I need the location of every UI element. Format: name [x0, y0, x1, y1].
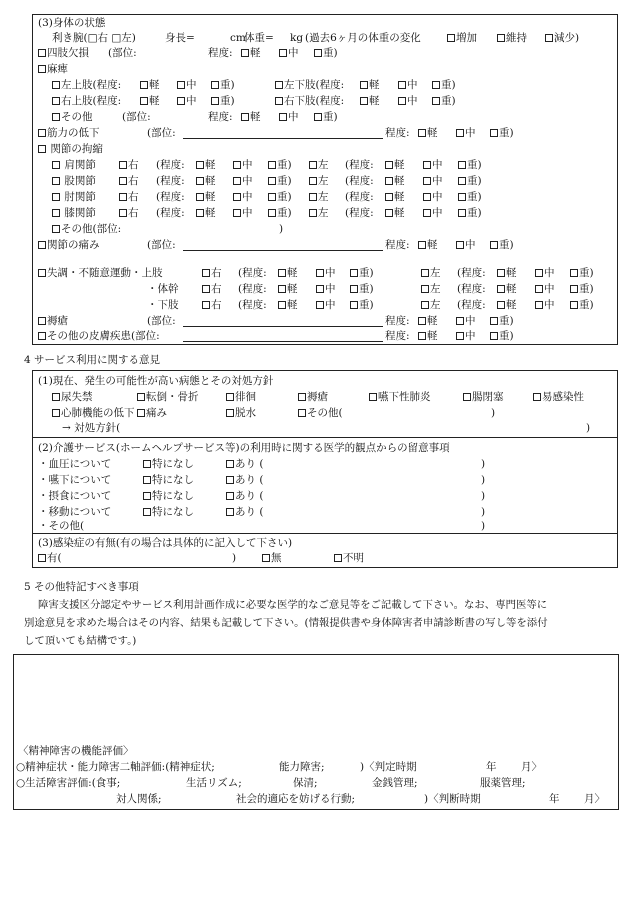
- ax-t-l-mid[interactable]: 中: [535, 282, 555, 296]
- bp-yes[interactable]: あり (: [226, 457, 263, 471]
- kn-r-mid[interactable]: 中: [233, 206, 253, 220]
- el-r-sev[interactable]: 重): [268, 190, 292, 204]
- policy-close: ): [586, 422, 591, 434]
- ax-t-r-mid[interactable]: 中: [316, 282, 336, 296]
- ax-t-r-mild[interactable]: 軽: [278, 282, 298, 296]
- jp-sev[interactable]: 重): [490, 238, 514, 252]
- muscle-sev[interactable]: 重): [490, 126, 514, 140]
- lul-mild[interactable]: 軽: [140, 78, 160, 92]
- shoulder-checkbox[interactable]: 肩関節: [52, 158, 96, 172]
- paralysis-other-degree: 程度:: [208, 111, 233, 123]
- limb-loss-sev[interactable]: 重): [314, 46, 338, 60]
- jp-mid[interactable]: 中: [456, 238, 476, 252]
- move-label: ・移動について: [38, 506, 112, 518]
- hip-l-mid[interactable]: 中: [423, 174, 443, 188]
- eval-judge-time-2: )〈判断時期: [424, 793, 481, 805]
- contracture-other-close: ): [279, 223, 284, 235]
- paralysis-other[interactable]: その他: [52, 110, 93, 124]
- muscle-site: (部位:: [147, 127, 176, 139]
- move-yes[interactable]: あり (: [226, 505, 263, 519]
- intake-label: ・摂食について: [38, 490, 112, 502]
- po-mild[interactable]: 軽: [241, 110, 261, 124]
- ax-l-l-mid[interactable]: 中: [535, 298, 555, 312]
- shoulder-left[interactable]: 左: [309, 158, 329, 172]
- lll-sev[interactable]: 重): [432, 78, 456, 92]
- bp-none[interactable]: 特になし: [143, 457, 194, 471]
- eval-medication: 服薬管理;: [480, 777, 526, 789]
- handedness[interactable]: 利き腕(□右 □左): [52, 32, 136, 44]
- knee-checkbox[interactable]: 膝関節: [52, 206, 96, 220]
- skin-degree: 程度:: [385, 330, 410, 342]
- section5-para2: 別途意見を求めた場合はその内容、結果も記載して下さい。(情報提供書や身体障害者申請診断書の写し等を添付: [24, 617, 548, 629]
- knee-left[interactable]: 左: [309, 206, 329, 220]
- joint-pain-degree: 程度:: [385, 239, 410, 251]
- bedsore-checkbox[interactable]: 褥瘡: [38, 314, 68, 328]
- ax-l-right-degree: (程度:: [238, 299, 267, 311]
- hip-r-mild[interactable]: 軽: [196, 174, 216, 188]
- bedsore-site: (部位:: [147, 315, 176, 327]
- ax-l-r-sev[interactable]: 重): [350, 298, 374, 312]
- sk-sev[interactable]: 重): [490, 329, 514, 343]
- kn-l-mild[interactable]: 軽: [385, 206, 405, 220]
- el-l-mid[interactable]: 中: [423, 190, 443, 204]
- hip-left[interactable]: 左: [309, 174, 329, 188]
- ataxia-lower: ・下肢: [147, 299, 179, 311]
- intake-none[interactable]: 特になし: [143, 489, 194, 503]
- swallow-label: ・嚥下について: [38, 474, 112, 486]
- kn-l-mid[interactable]: 中: [423, 206, 443, 220]
- knee-right-degree: (程度:: [156, 207, 185, 219]
- infection-unknown[interactable]: 不明: [334, 551, 364, 565]
- po-sev[interactable]: 重): [314, 110, 338, 124]
- p3-title: (3)感染症の有無(有の場合は具体的に記入して下さい): [38, 537, 293, 549]
- increase-checkbox[interactable]: 増加: [447, 31, 477, 45]
- move-none[interactable]: 特になし: [143, 505, 194, 519]
- eval-hygiene: 保清;: [293, 777, 318, 789]
- ax-u-right-degree: (程度:: [238, 267, 267, 279]
- sh-r-mild[interactable]: 軽: [196, 158, 216, 172]
- sh-r-sev[interactable]: 重): [268, 158, 292, 172]
- sh-l-sev[interactable]: 重): [458, 158, 482, 172]
- joint-pain-checkbox[interactable]: 関節の痛み: [38, 238, 100, 252]
- elbow-right[interactable]: 右: [119, 190, 139, 204]
- rul-mid[interactable]: 中: [177, 94, 197, 108]
- ax-u-r-mid[interactable]: 中: [316, 266, 336, 280]
- ax-l-right[interactable]: 右: [202, 298, 222, 312]
- right-upper-limb[interactable]: 右上肢(程度:: [52, 94, 121, 108]
- left-lower-limb[interactable]: 左下肢(程度:: [275, 78, 344, 92]
- left-upper-limb[interactable]: 左上肢(程度:: [52, 78, 121, 92]
- jp-mild[interactable]: 軽: [418, 238, 438, 252]
- shoulder-right[interactable]: 右: [119, 158, 139, 172]
- contracture-other[interactable]: その他(部位:: [52, 222, 121, 236]
- ax-l-l-sev[interactable]: 重): [570, 298, 594, 312]
- other-condition-close: ): [491, 407, 496, 419]
- ax-l-r-mild[interactable]: 軽: [278, 298, 298, 312]
- el-l-sev[interactable]: 重): [458, 190, 482, 204]
- eval-month-1: 月〉: [521, 761, 542, 773]
- dehydration-checkbox[interactable]: 脱水: [226, 406, 256, 420]
- sk-mild[interactable]: 軽: [418, 329, 438, 343]
- keep-checkbox[interactable]: 維持: [497, 31, 527, 45]
- eval-ability: 能力障害;: [279, 761, 325, 773]
- ileus-checkbox[interactable]: 腸閉塞: [463, 390, 504, 404]
- sh-l-mid[interactable]: 中: [423, 158, 443, 172]
- hip-l-sev[interactable]: 重): [458, 174, 482, 188]
- muscle-weakness-checkbox[interactable]: 筋力の低下: [38, 126, 100, 140]
- bs-mid[interactable]: 中: [456, 314, 476, 328]
- limb-loss-checkbox[interactable]: 四肢欠損: [38, 46, 89, 60]
- section5-para1: 障害支援区分認定やサービス利用計画作成に必要な医学的なご意見等をご記載して下さい。なお、専門医等に: [38, 599, 548, 611]
- section4-heading: 4 サービス利用に関する意見: [24, 354, 161, 366]
- infection-none[interactable]: 無: [262, 551, 282, 565]
- ax-t-right-degree: (程度:: [238, 283, 267, 295]
- p1-title: (1)現在、発生の可能性が高い病態とその対処方針: [38, 375, 274, 387]
- joint-pain-site-line[interactable]: [183, 250, 383, 251]
- skin-site-line[interactable]: [183, 341, 383, 342]
- hip-r-mid[interactable]: 中: [233, 174, 253, 188]
- ax-t-left[interactable]: 左: [421, 282, 441, 296]
- el-l-mild[interactable]: 軽: [385, 190, 405, 204]
- rul-sev[interactable]: 重): [211, 94, 235, 108]
- height-unit: cm: [230, 32, 246, 44]
- ax-u-l-mild[interactable]: 軽: [497, 266, 517, 280]
- kn-r-mild[interactable]: 軽: [196, 206, 216, 220]
- policy-label: → 対処方針(: [62, 422, 121, 434]
- weight-unit: kg: [290, 32, 304, 44]
- aspiration-pneumonia-checkbox[interactable]: 嚥下性肺炎: [369, 390, 431, 404]
- po-mid[interactable]: 中: [279, 110, 299, 124]
- bs-sev[interactable]: 重): [490, 314, 514, 328]
- hip-r-sev[interactable]: 重): [268, 174, 292, 188]
- elbow-right-degree: (程度:: [156, 191, 185, 203]
- ax-u-l-sev[interactable]: 重): [570, 266, 594, 280]
- muscle-mid[interactable]: 中: [456, 126, 476, 140]
- rll-sev[interactable]: 重): [432, 94, 456, 108]
- other-note-label: ・その他(: [38, 520, 85, 532]
- knee-left-degree: (程度:: [345, 207, 374, 219]
- bs-mild[interactable]: 軽: [418, 314, 438, 328]
- limb-loss-site: (部位:: [108, 47, 137, 59]
- hip-checkbox[interactable]: 股関節: [52, 174, 96, 188]
- lll-mild[interactable]: 軽: [360, 78, 380, 92]
- eval-relations: 対人関係;: [116, 793, 162, 805]
- eval-money: 金銭管理;: [372, 777, 418, 789]
- other-condition-checkbox[interactable]: その他(: [298, 406, 343, 420]
- ax-u-r-mild[interactable]: 軽: [278, 266, 298, 280]
- kn-r-sev[interactable]: 重): [268, 206, 292, 220]
- limb-loss-mid[interactable]: 中: [279, 46, 299, 60]
- ax-u-left-degree: (程度:: [457, 267, 486, 279]
- swallow-close: ): [481, 474, 486, 486]
- rll-mid[interactable]: 中: [398, 94, 418, 108]
- contracture-checkbox[interactable]: 関節の拘縮: [38, 142, 103, 156]
- paralysis-checkbox[interactable]: 麻痺: [38, 62, 68, 76]
- ax-u-left[interactable]: 左: [421, 266, 441, 280]
- ax-u-right[interactable]: 右: [202, 266, 222, 280]
- pressure-ulcer-checkbox[interactable]: 褥瘡: [298, 390, 328, 404]
- eval-life-meal: ○生活障害評価:(食事;: [16, 777, 121, 789]
- ax-l-left-degree: (程度:: [457, 299, 486, 311]
- intake-close: ): [481, 490, 486, 502]
- elbow-left[interactable]: 左: [309, 190, 329, 204]
- skin-disease-checkbox[interactable]: その他の皮膚疾患(部位:: [38, 329, 160, 343]
- swallow-yes[interactable]: あり (: [226, 473, 263, 487]
- shoulder-left-degree: (程度:: [345, 159, 374, 171]
- infection-have-close: ): [232, 552, 237, 564]
- eval-rhythm: 生活リズム;: [186, 777, 242, 789]
- eval-year-1: 年: [486, 761, 497, 773]
- ax-l-l-mild[interactable]: 軽: [497, 298, 517, 312]
- rll-mild[interactable]: 軽: [360, 94, 380, 108]
- ax-l-r-mid[interactable]: 中: [316, 298, 336, 312]
- bp-label: ・血圧について: [38, 458, 112, 470]
- weight-label: 体重=: [244, 32, 274, 44]
- ax-t-left-degree: (程度:: [457, 283, 486, 295]
- eval-two-axis: ○精神症状・能力障害二軸評価:(精神症状;: [16, 761, 215, 773]
- muscle-site-line[interactable]: [183, 138, 383, 139]
- shoulder-right-degree: (程度:: [156, 159, 185, 171]
- el-r-mid[interactable]: 中: [233, 190, 253, 204]
- hip-right[interactable]: 右: [119, 174, 139, 188]
- eval-month-2: 月〉: [584, 793, 605, 805]
- wandering-checkbox[interactable]: 徘徊: [226, 390, 256, 404]
- eval-social: 社会的適応を妨げる行動;: [236, 793, 356, 805]
- move-close: ): [481, 506, 486, 518]
- decrease-checkbox[interactable]: 減少): [545, 31, 579, 45]
- infection-have[interactable]: 有(: [38, 551, 62, 565]
- lul-mid[interactable]: 中: [177, 78, 197, 92]
- ax-l-left[interactable]: 左: [421, 298, 441, 312]
- hip-right-degree: (程度:: [156, 175, 185, 187]
- ax-u-r-sev[interactable]: 重): [350, 266, 374, 280]
- ataxia-checkbox[interactable]: 失調・不随意運動・上肢: [38, 266, 163, 280]
- section5-heading: 5 その他特記すべき事項: [24, 581, 139, 593]
- lll-mid[interactable]: 中: [398, 78, 418, 92]
- elbow-checkbox[interactable]: 肘関節: [52, 190, 96, 204]
- section4-divider-2: [32, 533, 618, 534]
- paralysis-other-site: (部位:: [122, 111, 151, 123]
- kn-l-sev[interactable]: 重): [458, 206, 482, 220]
- joint-pain-site: (部位:: [147, 239, 176, 251]
- limb-loss-mild[interactable]: 軽: [241, 46, 261, 60]
- ax-t-r-sev[interactable]: 重): [350, 282, 374, 296]
- muscle-degree: 程度:: [385, 127, 410, 139]
- swallow-none[interactable]: 特になし: [143, 473, 194, 487]
- pain-checkbox[interactable]: 痛み: [137, 406, 167, 420]
- eval-title: 〈精神障害の機能評価〉: [18, 745, 134, 757]
- ax-u-l-mid[interactable]: 中: [535, 266, 555, 280]
- sh-l-mild[interactable]: 軽: [385, 158, 405, 172]
- rul-mild[interactable]: 軽: [140, 94, 160, 108]
- limb-loss-degree: 程度:: [208, 47, 233, 59]
- ax-t-l-sev[interactable]: 重): [570, 282, 594, 296]
- ataxia-trunk: ・体幹: [147, 283, 179, 295]
- sk-mid[interactable]: 中: [456, 329, 476, 343]
- ax-t-l-mild[interactable]: 軽: [497, 282, 517, 296]
- p2-title: (2)介護サービス(ホームヘルプサービス等)の利用時に関する医学的観点からの留意事項: [38, 442, 450, 454]
- section3-title: (3)身体の状態: [38, 17, 106, 29]
- incontinence-checkbox[interactable]: 尿失禁: [52, 390, 93, 404]
- bedsore-site-line[interactable]: [183, 326, 383, 327]
- eval-year-2: 年: [549, 793, 560, 805]
- fall-fracture-checkbox[interactable]: 転倒・骨折: [137, 390, 199, 404]
- bedsore-degree: 程度:: [385, 315, 410, 327]
- muscle-mild[interactable]: 軽: [418, 126, 438, 140]
- height-label: 身長=: [165, 32, 195, 44]
- right-lower-limb[interactable]: 右下肢(程度:: [275, 94, 344, 108]
- lul-sev[interactable]: 重): [211, 78, 235, 92]
- section4-divider-1: [32, 437, 618, 438]
- intake-yes[interactable]: あり (: [226, 489, 263, 503]
- other-note-close: ): [481, 520, 486, 532]
- section5-para3: して頂いても結構です。): [24, 635, 137, 647]
- ax-t-right[interactable]: 右: [202, 282, 222, 296]
- elbow-left-degree: (程度:: [345, 191, 374, 203]
- eval-judge-time: )〈判定時期: [360, 761, 417, 773]
- hip-l-mild[interactable]: 軽: [385, 174, 405, 188]
- cardiopulmonary-checkbox[interactable]: 心肺機能の低下: [52, 406, 135, 420]
- el-r-mild[interactable]: 軽: [196, 190, 216, 204]
- knee-right[interactable]: 右: [119, 206, 139, 220]
- infection-susceptibility-checkbox[interactable]: 易感染性: [533, 390, 584, 404]
- hip-left-degree: (程度:: [345, 175, 374, 187]
- weight-change-label: (過去6ヶ月の体重の変化: [305, 32, 421, 44]
- bp-close: ): [481, 458, 486, 470]
- sh-r-mid[interactable]: 中: [233, 158, 253, 172]
